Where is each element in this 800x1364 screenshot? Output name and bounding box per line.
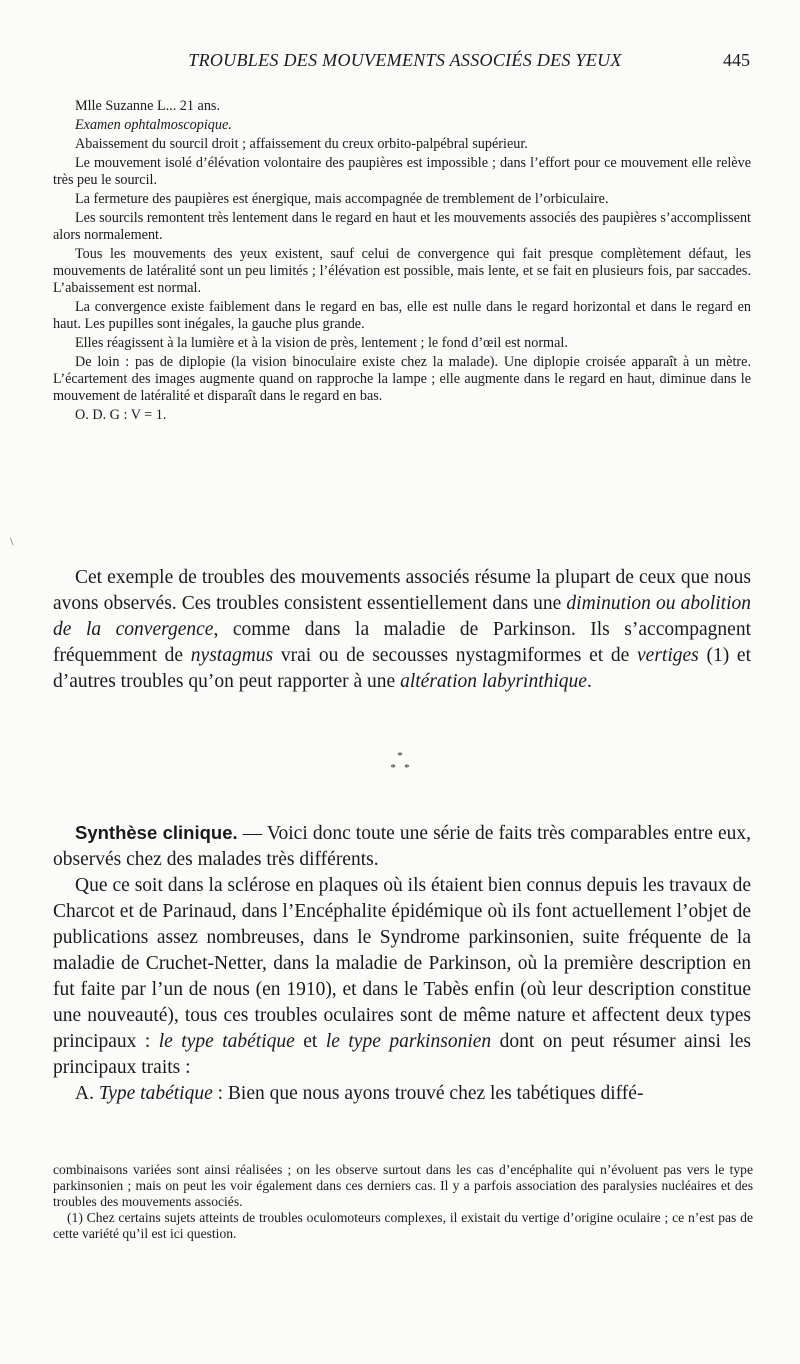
text-run: (1) et d’autres troubles qu’on peut rapporter à une [53, 645, 751, 692]
exam-heading: Examen ophtalmoscopique. [75, 117, 232, 133]
separator-star: * [397, 750, 403, 762]
text-run: — Voici donc toute une série de faits très comparables entre eux, observés chez des malades très différents. [53, 823, 751, 870]
footnote-1: (1) Chez certains sujets atteints de troubles oculomoteurs complexes, il existait du vertige d’origine oculaire ; ce n’est pas de cette variété qu’il est ici question. [53, 1210, 753, 1241]
patient-line: Mlle Suzanne L... 21 ans. [75, 98, 220, 114]
case-report [53, 98, 751, 426]
text-run: A. [75, 1083, 99, 1104]
margin-mark: \ [10, 534, 14, 548]
separator-stars: * * [390, 762, 410, 774]
section-separator [0, 750, 800, 774]
case-paragraph: La fermeture des paupières est énergique, mais accompagnée de tremblement de l’orbiculaire. [75, 191, 609, 207]
summary-paragraph [53, 565, 751, 695]
section-heading: Synthèse clinique. [75, 822, 238, 843]
case-paragraph: Le mouvement isolé d’élévation volontaire des paupières est impossible ; dans l’effort pour ce mouvement elle relève très peu le sourcil. [53, 155, 751, 188]
page-number: 445 [723, 50, 750, 70]
case-paragraph: La convergence existe faiblement dans le regard en bas, elle est nulle dans le regard horizontal et dans le regard en haut. Les pupilles sont inégales, la gauche plus grande. [53, 299, 751, 332]
synthese-intro [53, 820, 751, 873]
footnotes [53, 1162, 753, 1242]
running-title: TROUBLES DES MOUVEMENTS ASSOCIÉS DES YEUX [188, 50, 622, 70]
italic-run: le type parkinsonien [325, 1031, 492, 1052]
running-head [0, 50, 800, 76]
case-paragraph: De loin : pas de diplopie (la vision binoculaire existe chez la malade). Une diplopie croisée apparaît à un mètre. L’écartement des images augmente quand on rapproche la lampe ; elle augmente dans le regard en haut, diminue dans le mouvement de latéralité et disparaît dans le regard en bas. [53, 354, 751, 404]
text-run: Que ce soit dans la sclérose en plaques où ils étaient bien connus depuis les travaux de Charcot et de Parinaud, dans l’Encéphalite épidémique où ils font actuellement l’objet de publications assez nombreuses, dans le Syndrome parkinsonien, suite fréquente de la maladie de Cruchet-Netter, dans la maladie de Parkinson, où la première description en fut faite par l’un de nous (en 1910), et dans le Tabès enfin (où leur description constitue une nouveauté), tous ces troubles oculaires sont de même nature et affectent deux types principaux : [53, 875, 751, 1052]
text-run: : Bien que nous ayons trouvé chez les tabétiques diffé- [212, 1083, 644, 1104]
footnote-continuation: combinaisons variées sont ainsi réalisées ; on les observe surtout dans les cas d’encéphalite qui n’évoluent pas vers le type parkinsonien ; mais on peut les voir également dans ces derniers cas. Il y a parfois association des paralysies nucléaires et des troubles des mouvements associés. [53, 1162, 753, 1209]
visual-acuity: O. D. G : V = 1. [75, 407, 167, 423]
italic-run: nystagmus [190, 645, 274, 666]
text-run: Cet exemple de troubles des mouvements associés résume la plupart de ceux que nous avons observés. Ces troubles consistent essentiellement dans une [53, 567, 751, 614]
italic-run: altération labyrinthique [400, 671, 587, 692]
italic-run: Type tabétique [98, 1083, 213, 1104]
italic-run: le type tabétique [158, 1031, 295, 1052]
synthese-paragraph [53, 873, 751, 1081]
type-tabetique-paragraph [53, 1081, 751, 1107]
case-paragraph: Elles réagissent à la lumière et à la vision de près, lentement ; le fond d’œil est normal. [75, 335, 568, 351]
case-paragraph: Abaissement du sourcil droit ; affaissement du creux orbito-palpébral supérieur. [75, 136, 528, 152]
synthese-section [53, 820, 751, 1107]
text-run: et [294, 1031, 326, 1052]
text-run: vrai ou de secousses nystagmiformes et de [273, 645, 638, 666]
summary-text [53, 565, 751, 695]
italic-run: vertiges [637, 645, 699, 666]
text-run: . [586, 671, 592, 692]
text-run: dont on peut résumer ainsi les principaux traits : [53, 1031, 751, 1078]
text-run: , comme dans la maladie de Parkinson. Ils s’accompagnent fréquemment de [53, 619, 751, 666]
case-paragraph: Tous les mouvements des yeux existent, sauf celui de convergence qui fait presque complètement défaut, les mouvements de latéralité sont un peu limités ; l’élévation est possible, mais lente, et se fait en plusieurs fois, par saccades. L’abaissement est normal. [53, 246, 751, 296]
case-paragraph: Les sourcils remontent très lentement dans le regard en haut et les mouvements associés des paupières s’accomplissent alors normalement. [53, 210, 751, 243]
italic-run: diminution ou abolition de la convergence [53, 593, 751, 640]
